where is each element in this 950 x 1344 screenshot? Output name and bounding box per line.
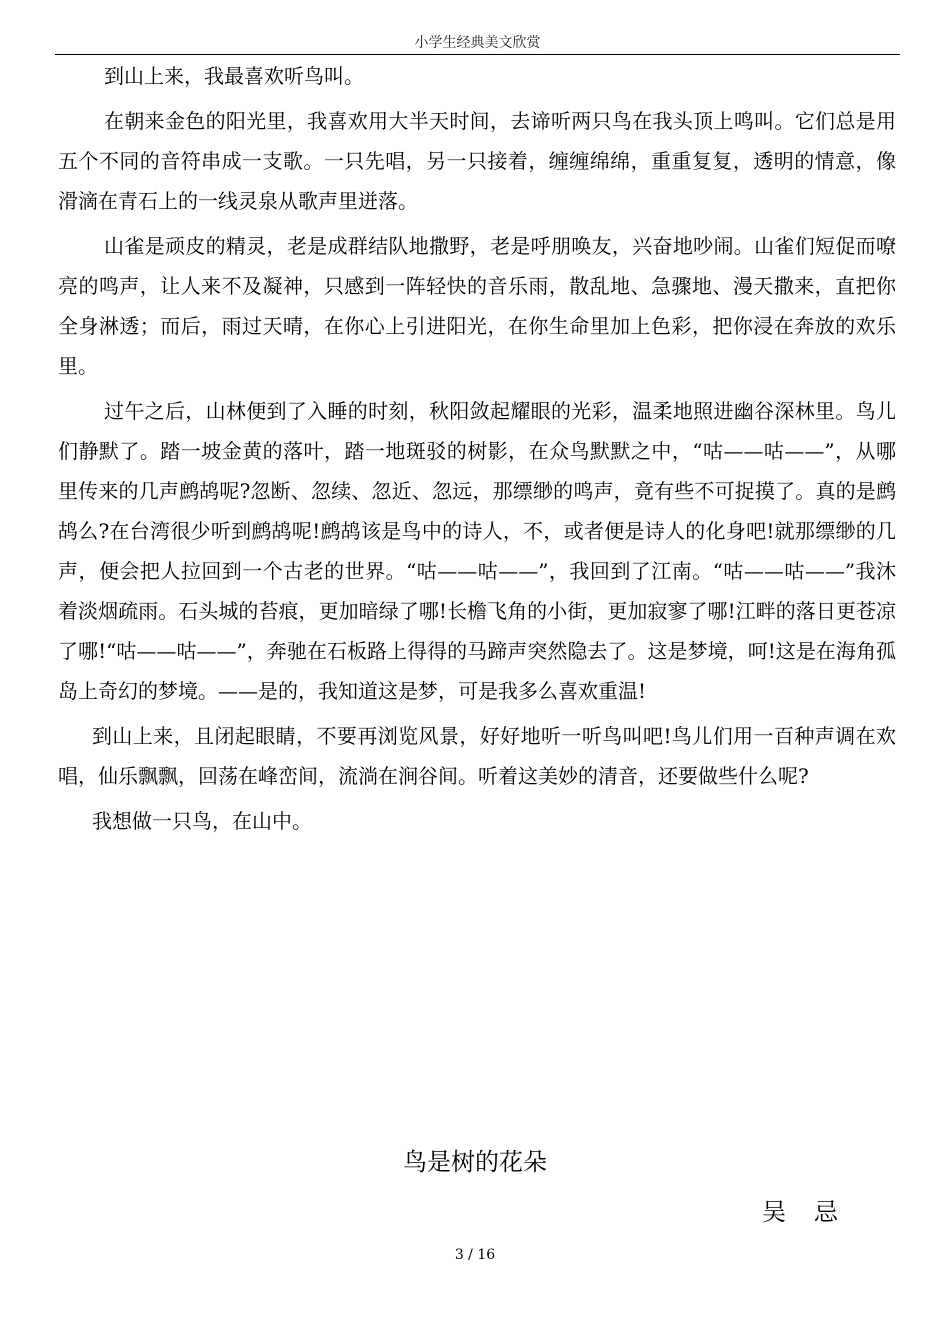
page-number: 3 / 16 <box>454 1247 496 1263</box>
paragraph-4: 过午之后，山林便到了入睡的时刻，秋阳敛起耀眼的光彩，温柔地照进幽谷深林里。鸟儿们静默了。踏一坡金黄的落叶，踏一地斑驳的树影，在众鸟默默之中，“咕——咕——”，从哪里传来的几声鹧鸪呢?忽断、忽续、忽近、忽远，那缥缈的鸣声，竟有些不可捉摸了。真的是鹧鸪么?在台湾很少听到鹧鸪呢!鹧鸪该是鸟中的诗人，不，或者便是诗人的化身吧!就那缥缈的几声，便会把人拉回到一个古老的世界。“咕——咕——”，我回到了江南。“咕——咕——”我沐着淡烟疏雨。石头城的苔痕，更加暗绿了哪!长檐飞角的小街，更加寂寥了哪!江畔的落日更苍凉了哪!“咕——咕——”，奔驰在石板路上得得的马蹄声突然隐去了。这是梦境，呵!这是在海角孤岛上奇幻的梦境。——是的，我知道这是梦，可是我多么喜欢重温! <box>58 399 896 703</box>
paragraph-3: 山雀是顽皮的精灵，老是成群结队地撒野，老是呼朋唤友，兴奋地吵闹。山雀们短促而嘹亮的鸣声，让人来不及凝神，只感到一阵轻快的音乐雨，散乱地、急骤地、漫天撒来，直把你全身淋透；而后，雨过天晴，在你心上引进阳光，在你生命里加上色彩，把你浸在奔放的欢乐里。 <box>58 234 896 378</box>
paragraph-5: 到山上来，且闭起眼睛，不要再浏览风景，好好地听一听鸟叫吧!鸟儿们用一百种声调在欢唱，仙乐飘飘，回荡在峰峦间，流淌在涧谷间。听着这美妙的清音，还要做些什么呢? <box>58 724 896 788</box>
article-body <box>58 56 896 846</box>
paragraph-1: 到山上来，我最喜欢听鸟叫。 <box>104 64 364 88</box>
section-title: 鸟是树的花朵 <box>403 1148 547 1176</box>
header-divider <box>55 54 900 55</box>
running-header: 小学生经典美文欣赏 <box>414 35 541 51</box>
paragraph-6: 我想做一只鸟，在山中。 <box>92 809 312 833</box>
paragraph-2: 在朝来金色的阳光里，我喜欢用大半天时间，去谛听两只鸟在我头顶上鸣叫。它们总是用五个不同的音符串成一支歌。一只先唱，另一只接着，缠缠绵绵，重重复复，透明的情意，像滑滴在青石上的一线灵泉从歌声里迸落。 <box>58 109 896 213</box>
section-author: 吴忌 <box>762 1198 866 1226</box>
